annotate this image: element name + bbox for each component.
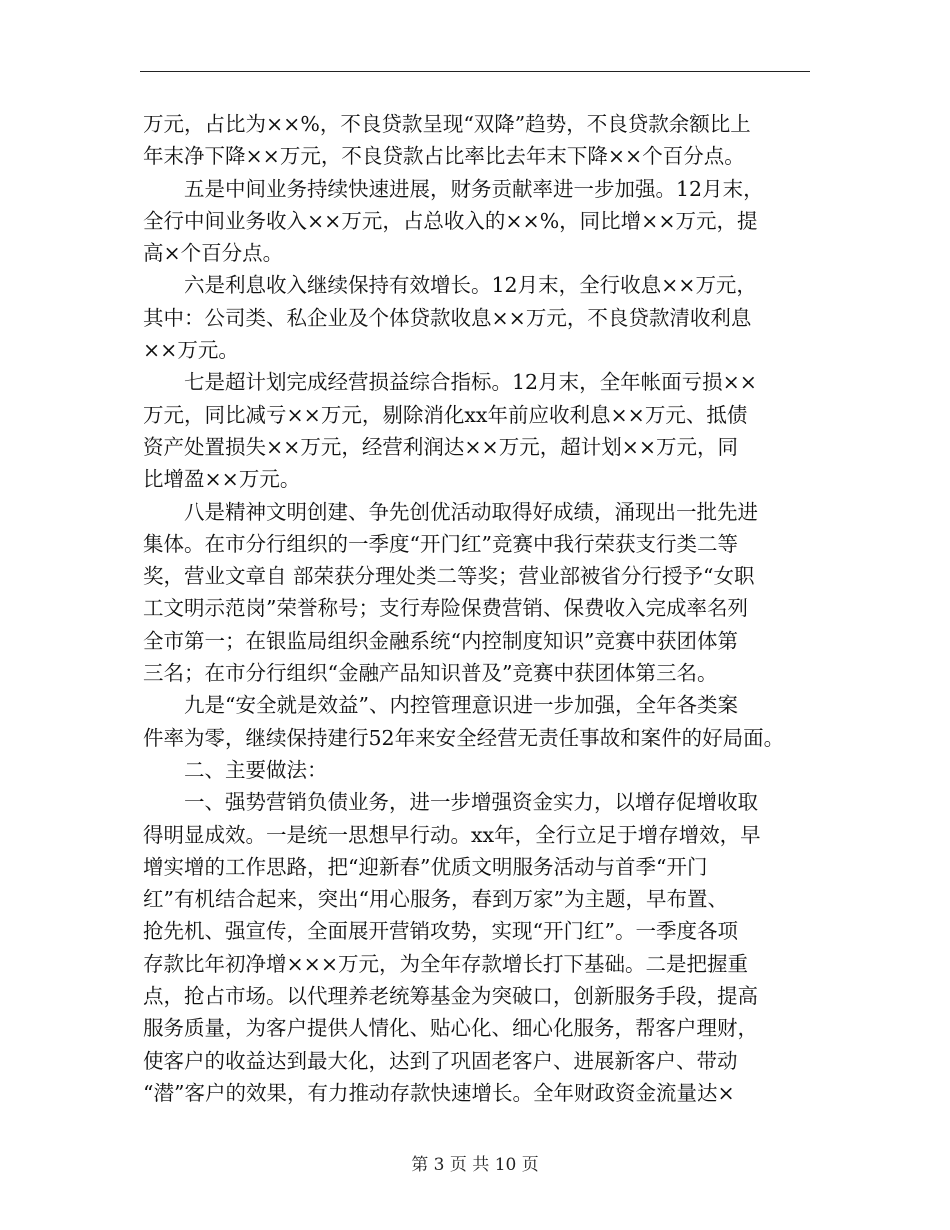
text-line: 万元，同比减亏××万元，剔除消化xx年前应收利息××万元、抵债 bbox=[143, 402, 748, 427]
text-line: 奖，营业文章自 部荣获分理处类二等奖；营业部被省分行授予“女职 bbox=[143, 564, 755, 589]
text-line: 三名；在市分行组织“金融产品知识普及”竞赛中获团体第三名。 bbox=[143, 661, 718, 686]
text-line: 其中：公司类、私企业及个体贷款收息××万元，不良贷款清收利息 bbox=[143, 305, 752, 330]
document-body bbox=[143, 108, 823, 1109]
text-line: 资产处置损失××万元，经营利润达××万元，超计划××万元，同 bbox=[143, 434, 739, 459]
text-line: 服务质量，为客户提供人情化、贴心化、细心化服务，帮客户理财， bbox=[143, 1016, 758, 1041]
text-line: 工文明示范岗”荣誉称号；支行寿险保费营销、保费收入完成率名列 bbox=[143, 596, 748, 621]
text-line: 二、主要做法： bbox=[143, 757, 328, 782]
text-line: 得明显成效。一是统一思想早行动。xx年，全行立足于增存增效，早 bbox=[143, 822, 761, 847]
text-line: 使客户的收益达到最大化，达到了巩固老客户、进展新客户、带动 bbox=[143, 1048, 738, 1073]
text-line: 七是超计划完成经营损益综合指标。12月末，全年帐面亏损×× bbox=[143, 370, 757, 395]
text-line: 高×个百分点。 bbox=[143, 241, 284, 266]
text-line: 存款比年初净增×××万元，为全年存款增长打下基础。二是把握重 bbox=[143, 951, 749, 976]
text-line: 全市第一；在银监局组织金融系统“内控制度知识”竞赛中获团体第 bbox=[143, 628, 738, 653]
text-line: 全行中间业务收入××万元，占总收入的××%，同比增××万元，提 bbox=[143, 208, 758, 233]
text-line: “潜”客户的效果，有力推动存款快速增长。全年财政资金流量达× bbox=[143, 1080, 735, 1105]
text-line: 万元，占比为××%，不良贷款呈现“双降”趋势，不良贷款余额比上 bbox=[143, 112, 751, 136]
text-line: 增实增的工作思路，把“迎新春”优质文明服务活动与首季“开门 bbox=[143, 854, 708, 879]
text-line: 八是精神文明创建、争先创优活动取得好成绩，涌现出一批先进 bbox=[143, 499, 758, 524]
text-line: 集体。在市分行组织的一季度“开门红”竞赛中我行荣获支行类二等 bbox=[143, 531, 738, 556]
text-line: 件率为零，继续保持建行52年来安全经营无责任事故和案件的好局面。 bbox=[143, 725, 785, 750]
text-line: 六是利息收入继续保持有效增长。12月末，全行收息××万元， bbox=[143, 273, 757, 298]
text-line: 五是中间业务持续快速进展，财务贡献率进一步加强。12月末， bbox=[143, 176, 764, 201]
text-line: 一、强势营销负债业务，进一步增强资金实力，以增存促增收取 bbox=[143, 790, 758, 815]
text-line: 九是“安全就是效益”、内控管理意识进一步加强，全年各类案 bbox=[143, 693, 738, 718]
text-line: 点，抢占市场。以代理养老统筹基金为突破口，创新服务手段，提高 bbox=[143, 984, 758, 1009]
page-number: 第 3 页 共 10 页 bbox=[411, 1155, 539, 1175]
text-line: ××万元。 bbox=[143, 338, 239, 363]
text-line: 抢先机、强宣传，全面展开营销攻势，实现“开门红”。一季度各项 bbox=[143, 919, 738, 944]
text-line: 年末净下降××万元，不良贷款占比率比去年末下降××个百分点。 bbox=[143, 144, 745, 169]
header-rule bbox=[140, 71, 810, 72]
text-line: 比增盈××万元。 bbox=[143, 467, 301, 492]
text-line: 红”有机结合起来，突出“用心服务，春到万家”为主题，早布置、 bbox=[143, 887, 728, 912]
